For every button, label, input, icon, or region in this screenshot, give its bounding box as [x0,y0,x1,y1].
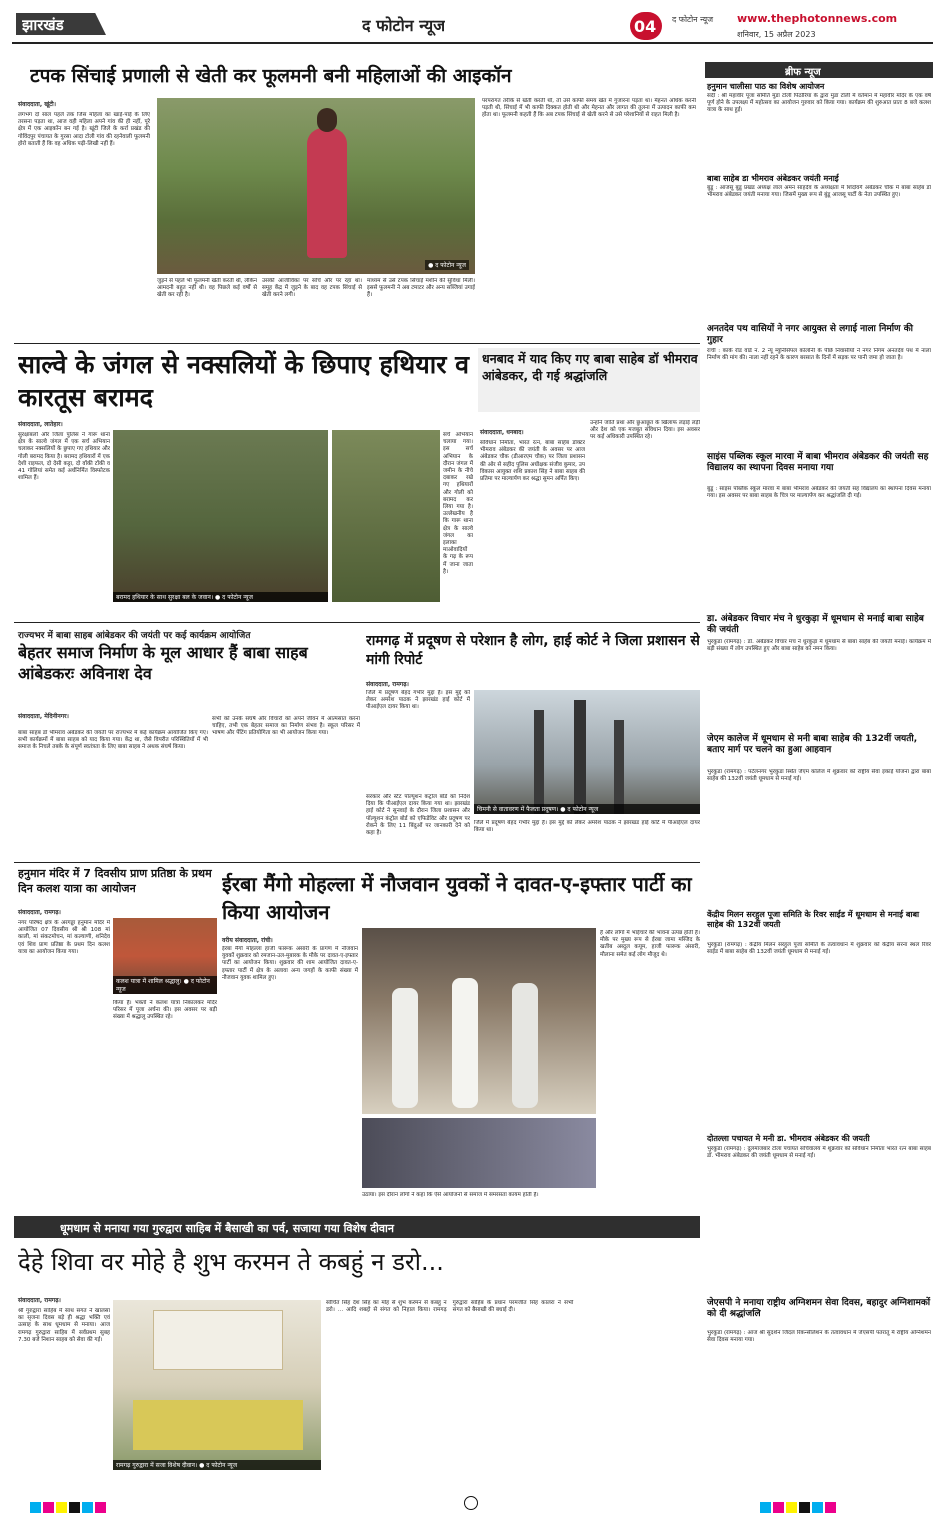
brief-title-3: अनतदेव पथ वासियों ने नगर आयुक्त से लगाई नाला निर्माण की गुहार [707,324,913,345]
brief-body-4: बुंडू : साइंस पब्लिक स्कूल मारवा में बाबा भीमराव अंबेडकर की जयंती सह विद्यालय का स्थापना दिवस मनाया गया। इस अवसर पर बाबा साहब के चित्र पर माल्यार्पण कर श्रद्धांजलि दी गई। [707,486,931,500]
brief-body-8: भुरकुंडा (रामगढ़) : दुलमाजबार टोला पंचायत सचिवालय में शुक्रवार को संविधान निर्माता भारत रत्न बाबा साहब डॉ. भीमराव अंबेडकर की जयंती धूमधाम से मनाई गई। [707,1146,931,1160]
hanuman-headline: हनुमान मंदिर में 7 दिवसीय प्राण प्रतिष्ठा के प्रथम दिन कलश यात्रा का आयोजन [18,867,212,895]
hanuman-photo [113,918,217,994]
ramgarh-photo [474,690,700,814]
color-bar-right [760,1498,838,1517]
issue-date: शनिवार, 15 अप्रैल 2023 [737,30,816,39]
ramgarh-dateline: संवाददाता, रामगढ़। [366,681,409,688]
ramgarh-headline: रामगढ़ में प्रदूषण से परेशान है लोग, हाई कोर्ट ने जिला प्रशासन से मांगी रिपोर्ट [366,633,700,668]
iftar-dateline: वरीय संवाददाता, रांची। [222,937,273,944]
divider-2 [14,622,700,623]
tapak-below-3: माध्यम से उसे टपक सिंचाई मशीन की सुविधा मिली। इससे फूलमनी ने अब टमाटर और अन्य सब्जियां उगाई हैं। [367,278,475,299]
salve-dateline: संवाददाता, लातेहार। [18,421,63,428]
dhanbad-body: संविधान निर्माता, भारत रत्न, बाबा साहेब डॉक्टर भीमराव अंबेडकर की जयंती के अवसर पर आज अंबेडकर चौक (डीआरएम चौक) पर जिला प्रशासन की ओर से सहीद पुलिस अधीक्षक संजीव कुमार, उप विकास आयुक्त शशि प्रकाश सिंह ने बाबा साहब की प्रतिमा पर माल्यार्पण कर श्रद्धा सुमन अर्पित किए। [480,440,585,483]
hanuman-dateline: संवाददाता, रामगढ़। [18,909,61,916]
iftar-headline: ईरबा मैंगो मोहल्ला में नौजवान युवकों ने दावत-ए-इफ्तार पार्टी का किया आयोजन [222,872,692,924]
hanuman-photo-caption: कलश यात्रा में शामिल श्रद्धालु। ● द फोटोन न्यूज [113,976,217,994]
dhanbad-body-2: उन्होंने जाति प्रथा और छुआछूत के खिलाफ लड़ाई लड़ी और देश को एक मजबूत संविधान दिया। इस अवसर पर कई अधिकारी उपस्थित रहे। [590,420,700,441]
dhanbad-headline: धनबाद में याद किए गए बाबा साहेब डॉ भीमराव आंबेडकर, दी गई श्रद्धांजलि [482,351,698,383]
brief-label: ब्रीफ न्यूज [785,67,821,78]
chimney-3 [614,720,624,814]
iftar-figure-1 [392,988,418,1108]
iftar-figure-3 [512,983,538,1108]
hanuman-body-2: किया है। भक्तों ने कलश यात्रा निकालकर मंदिर परिसर में पूजा अर्चना की। इस अवसर पर बड़ी संख्या में श्रद्धालु उपस्थित रहे। [113,1000,217,1021]
babasaheb-body-2: सभी को उनके संघर्ष और विचारों को अपने जीवन में आत्मसात करना चाहिए, तभी एक बेहतर समाज का निर्माण संभव है। स्कूल परिसर में भाषण और पेंटिंग प्रतियोगिता का भी आयोजन किया गया। [212,716,360,737]
ramgarh-body: सरकार और स्टेट पॉल्यूशन कंट्रोल बोर्ड को निर्देश दिया कि पीआईएल दायर किया गया था। झारखंड हाई कोर्ट ने सुनवाई के दौरान जिला प्रशासन और पॉल्यूशन कंट्रोल बोर्ड को एफिडेविट और प्रदूषण पर रोकने के लिए 11 बिंदुओं पर जानकारी देने को कहा है। [366,794,470,837]
paper-name: द फोटोन न्यूज [362,16,446,35]
brief-title-8: दोतल्ला पचायत मे मनी डा. भीमराव अंबेडकर की जयती [707,1134,870,1143]
woman-figure [307,128,347,258]
gurudwara-body: श्री गुरुद्वारा साहिब में साथ संगत ने खालसा का सृजना दिवस बड़े ही श्रद्धा भक्ति एवं उत्साह के साथ धूमधाम से मनाया। आज रामगढ़ गुरुद्वारा साहिब में सर्वप्रथम सुबह 7.30 बजे निशान साहब को सेवा की गई। [18,1308,110,1343]
gurudwara-dateline: संवाददाता, रामगढ़। [18,1297,61,1304]
iftar-body-2: है और लोगों में भाईचारे की भावना उत्पन्न होती है। मौके पर मुख्य रूप से ईरबा जामा मस्जिद के खतीब अब्दुल कयूम, हाजी फारूक अंसारी, मौलाना समेत कई लोग मौजूद थे। [600,930,700,958]
salve-body: सुरक्षाबलों और जिला पुलिस ने गारू थाना क्षेत्र के साल्वे जंगल में एक सर्च अभियान चलाकर नक्सलियों के छुपाए गए हथियार और गोली बरामद किया है। बरामद हथियारों में एक देशी राइफल, दो देसी कट्टा, दो वॉकी टॉकी व 41 गोलियां समेत कई अर्धनिर्मित विस्फोटक शामिल हैं। [18,432,110,482]
tapak-dateline: संवाददाता, खूंटी। [18,101,56,108]
gurudwara-photo-caption: रामगढ़ गुरुद्वारा में सजा विशेष दीवान। ● द फोटोन न्यूज [113,1460,321,1470]
website-url[interactable]: www.thephotonnews.com [737,12,898,25]
brief-title-9: जेएसपी ने मनाया राष्ट्रीय अग्निशमन सेवा दिवस, बहादुर अग्निशामकों को दी श्रद्धांजलि [707,1298,931,1319]
divider-3 [14,862,700,863]
dhanbad-dateline: संवाददाता, धनबाद। [480,429,524,436]
tapak-body-1: लगभग दो साल पहले तक जिस महिला का खाई-पाई के लिए तरसना पड़ता था, आज वही महिला अपने गांव की ही नहीं, पूरे क्षेत्र में एक आइकॉन बन गई है। खूंटी जिले के कर्रा प्रखंड की गोविंदपुर पंचायत के गुरसा आदा टोली गांव की रहनेवाली फूलमनी होरो बताती हैं कि वह अधिक पढ़ी-लिखी नहीं हैं। [18,112,150,147]
masthead-rule [12,42,933,44]
salve-photo-2 [332,430,440,602]
ramgarh-extra: जिले में प्रदूषण बेहद गंभीर मुद्दा है। इस मुद्दे को लेकर अमरेश पाठक ने झारखंड हाई कोर्ट में पीआईएल दायर किया था। [474,820,700,834]
brief-title-1: हनुमान चालीसा पाठ का विशेष आयोजन [707,82,825,91]
ramgarh-body-2: जिले में प्रदूषण बेहद गंभीर मुद्दा है। इस मुद्दे को लेकर अमरेश पाठक ने झारखंड हाई कोर्ट में पीआईएल दायर किया था। [366,690,470,711]
page-number: 04 [634,17,657,36]
registration-mark-icon [464,1496,478,1510]
chimney-2 [574,700,586,814]
brief-body-9: भुरकुंडा (रामगढ़) : आज श्री सुदर्शन जिंदल रिकन्सीलेशन के तत्वावधान में जेएसपी पतरातू में राष्ट्रीय अग्निशमन सेवा दिवस मनाया गया। [707,1330,931,1344]
brief-body-7: भुरकुंडा (रामगढ़) : केंद्रीय मिलन सरहुल पूजा समिति के तत्वावधान में शुक्रवार को केंद्रीय सरना स्थल रिवर साईड में बाबा साहेब की 132वीं जयंती धूमधाम से मनाई गई। [707,942,931,956]
gurudwara-photo [113,1300,321,1470]
iftar-caption-text: उठाया। इस दौरान लोगों ने कहा कि ऐसे आयोजनों से समाज में समरसता कायम होती है। [362,1192,539,1198]
tapak-photo-caption: ● द फोटोन न्यूज [425,260,469,270]
section-name: झारखंड [22,16,64,34]
salve-headline: साल्वे के जंगल से नक्सलियों के छिपाए हथियार व कारतूस बरामद [18,350,470,412]
brief-title-6: जेएम कालेज में धूमधाम से मनी बाबा साहेब की 132वीं जयती, बताए मार्ग पर चलने का हुआ आहवान [707,734,918,755]
woman-head [317,108,337,132]
iftar-body: ईरबा मैंगो मोहल्ला हाजी फारूक अंसारी के प्रांगण में नौजवान युवकों शुक्रवार को रमजान-उल-मुबारक के मौके पर दावत-ए-इफ्तार पार्टी का आयोजन किया। शुक्रवार की शाम आयोजित दावत-ए-इफ्तार पार्टी में क्षेत्र के अलावा अन्य जगहों के काफी संख्या में नौजवान युवक शामिल हुए। [222,946,358,981]
iftar-photo-2 [362,1118,596,1188]
babasaheb-dateline: संवाददाता, मेदिनीनगर। [18,713,69,720]
brief-column [705,62,933,1402]
gurudwara-kicker: धूमधाम से मनाया गया गुरुद्वारा साहिब में बैसाखी का पर्व, सजाया गया विशेष दीवान [60,1222,394,1235]
color-bar-left [30,1498,108,1517]
brief-title-7: केंद्रीय मिलन सरहुल पूजा समिति के रिवर साईड में धूमधाम से मनाई बाबा साहेब की 132वीं जयती [707,910,920,929]
babasaheb-headline: बेहतर समाज निर्माण के मूल आधार हैं बाबा साहब आंबेडकरः अविनाश देव [18,643,308,683]
babasaheb-body: बाबा साहब डॉ भीमराव अंबेडकर की जयंती पर राज्यभर में कई कार्यक्रम आयोजित किए गए। सभी कार्यक्रमों में बाबा साहब को याद किया गया। केंद्र था, जैसे विपरीत परिस्थितियों में भी समाज के निचले तबके के संपूर्ण स्वतंत्रता के लिए बाबा साहब ने अथक संघर्ष किया। [18,730,208,751]
hanuman-body: नगर परिषद क्षेत्र के अरगड्डा हनुमान मंदिर में आयोजित 07 दिवसीय श्री श्री 108 मां काली, मां संकटमोचन, मां कल्याणी, शनिदेव एवं शिव प्राण प्रतिष्ठा के प्रथम दिन कलश यात्रा का आयोजन किया गया। [18,920,110,955]
tapak-body-2: परंपरागत तरीके से खेती करती थी, तो उसे काफी समय खेत में गुजारना पड़ता था। मेहनत अधिक करनी पड़ती थी, सिंचाई में भी काफी दिक्कत होती थी और मेहनत और लागत की तुलना में उत्पादन काफी कम होता था। फूलमनी कहती हैं कि अब टपक सिंचाई से खेती करने से उसे परेशानियों से राहत मिली है। [482,98,696,119]
salve-photo [113,430,328,602]
tapak-photo [157,98,475,274]
iftar-figure-2 [452,978,478,1108]
brief-body-6: भुरकुंडा (रामगढ़) : पटेलनगर भुरकुंडा स्थित जेएम कॉलेज में शुक्रवार को राष्ट्रीय सेवा इकाई योजना द्वारा बाबा साहेब की 132वीं जयंती धूमधाम से मनाई गई। [707,769,931,783]
masthead [12,10,933,48]
ramgarh-photo-caption: चिमनी से वातावरण में फैलता प्रदूषण। ● द फोटोन न्यूज [474,804,700,814]
brief-body-2: बुंडू : आजसू बुंडू प्रखंड अध्यक्ष लाल अमन साहदेव के अध्यक्षता में शिदोवर्ग अंबेडकर चौक में बाबा साहेब डॉ भीमराव अंबेडकर जयंती मनाया गया। जिसमें मुख्य रूप से बुंडू आजसू पार्टी के नेता उपस्थित हुए। [707,185,931,199]
gurudwara-headline: देहे शिवा वर मोहे है शुभ करमन ते कबहुं न डरो... [18,1248,444,1276]
brief-title-2: बाबा साहेब डा भीमराव अंबेडकर जयंती मनाई [707,174,839,183]
brief-title-4: साइंस पब्लिक स्कूल मारवा में बाबा भीमराव अंबेडकर की जयंती सह विद्यालय का स्थापना दिवस मनाया गया [707,452,929,473]
brief-body-5: भुरकुंडा (रामगढ़) : डॉ. अंबेडकर विचार मंच ने धुरकुड़ा में धूमधाम से बाबा साहेब की जयंती मनाई। कार्यक्रम में बड़ी संख्या में लोग उपस्थित हुए और बाबा साहेब को नमन किया। [707,639,931,653]
brief-title-5: डा. अंबेडकर विचार मंच ने धुरकुड़ा में धूमधाम से मनाई बाबा साहेब की जयंती [707,614,924,635]
masthead-right-name: द फोटोन न्यूज [672,15,714,24]
salve-body-2: सर्च अभियान चलाया गया। इस सर्च अभियान के दौरान जंगल में जमीन के नीचे दबाकर रखे गए हथियारों और गोली को बरामद कर लिया गया है। उल्लेखनीय है कि गारू थाना क्षेत्र के साल्वे जंगल का इलाका माओवादियों के गढ़ के रूप में जाना जाता है। [443,432,473,575]
brief-body-1: सदी : श्री महावीर पूजा समिति मुंडा टोली पिठोरिया के द्वारा मुंडा टोली में वर्तमान में महावीर मंदिर के एक वर्ष पूर्ण होने के उपलक्ष्य में महोत्सव का आयोजन गुरुवार को किया गया। कार्यक्रम की शुरुआत प्रातः 8 बजे कलश यात्रा के साथ हुई। [707,93,931,114]
tapak-headline: टपक सिंचाई प्रणाली से खेती कर फूलमनी बनी महिलाओं की आइकॉन [30,65,512,87]
gurudwara-carpet [133,1400,303,1450]
brief-body-3: रांची : कांके रोड वार्ड न. 2 न्यू म्युनिसिपल कॉलोनी के पीछे निवासीयों ने नगर निगम अनतदेव पथ में नाला निर्माण की मांग की। नाला नहीं रहने के कारण बरसात के दिनों में सड़क पर पानी जमा हो जाता है। [707,348,931,362]
tapak-below-1: जुड़ने से पहले भी फूलमनी खेती करती थी, लेकिन आमदनी बहुत नहीं थी। वह पिछले कई वर्षों से खेती कर रही है। [157,278,257,299]
chimney-1 [534,710,544,814]
babasaheb-kicker: राज्यभर में बाबा साहब आंबेडकर की जयंती पर कई कार्यक्रम आयोजित [18,631,251,641]
tapak-below-2: उसकी आजीविका पर सोचे और पर रहा था। समूह केंद्र में जुड़ने के बाद वह टपक सिंचाई से खेती करने लगी। [262,278,362,299]
gurudwara-canopy [153,1310,283,1370]
divider-1 [14,343,700,344]
iftar-photo [362,928,596,1114]
salve-photo-caption: बरामद हथियार के साथ सुरक्षा बल के जवान। ● द फोटोन न्यूज [113,592,328,602]
gurudwara-body-2: सोचित सिंह देश सिंह का मोह से शुभ करमन से कबहु न डरो। ... आदि शबद्दो से संगत को निहाल किया। रामगढ़ गुरुद्वारा साहिब के प्रधान परमजीत सिंह कालरा ने सभी संगत को बैसाखी की बधाई दी। [326,1300,574,1314]
